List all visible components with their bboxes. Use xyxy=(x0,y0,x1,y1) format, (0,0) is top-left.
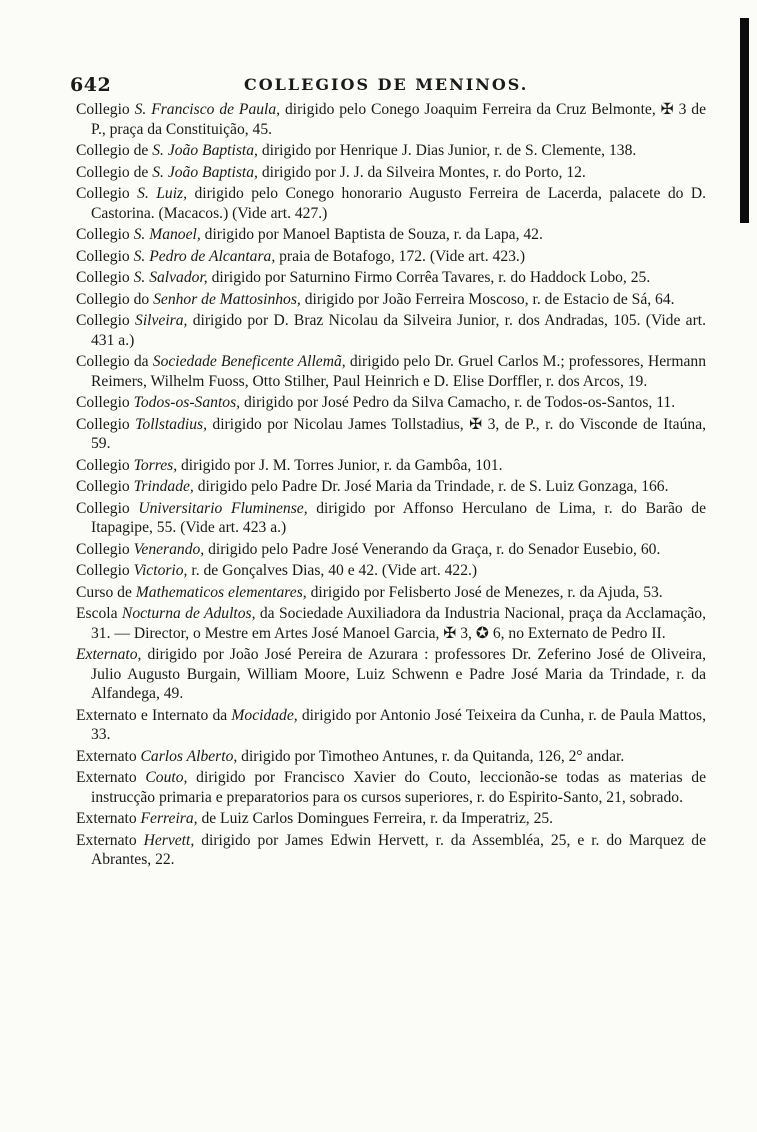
institution-name: Senhor de Mattosinhos, xyxy=(153,290,301,308)
directory-entry xyxy=(76,747,706,767)
entry-details: dirigido pelo Conego Joaquim Ferreira da Cruz Belmonte, ✠ 3 de P., praça da Constituição, 45. xyxy=(91,101,707,138)
entry-details: dirigido por J. J. da Silveira Montes, r. do Porto, 12. xyxy=(257,163,586,181)
directory-entry xyxy=(76,393,706,413)
entry-details: praia de Botafogo, 172. (Vide art. 423.) xyxy=(275,247,526,265)
directory-entry xyxy=(76,604,706,643)
directory-entry xyxy=(76,247,706,267)
entry-details: dirigido por James Edwin Hervett, r. da Assembléa, 25, e r. do Marquez de Abrantes, 22. xyxy=(91,831,707,868)
directory-entry xyxy=(76,456,706,476)
entry-details: dirigido por Affonso Herculano de Lima, r. do Barão de Itapagipe, 55. (Vide art. 423 a.) xyxy=(91,499,706,536)
institution-name: Ferreira, xyxy=(140,810,198,827)
entry-details: dirigido por Felisberto José de Menezes, r. da Ajuda, 53. xyxy=(306,583,663,601)
directory-entry xyxy=(76,583,706,603)
directory-entry xyxy=(76,352,706,391)
entry-prefix: Collegio xyxy=(76,394,134,411)
entry-prefix: Externato xyxy=(76,810,141,827)
entry-details: dirigido pelo Conego honorario Augusto Ferreira de Lacerda, palacete do D. Castorina. (Macacos.) (Vide art. 427.) xyxy=(91,185,706,222)
entry-details: dirigido por Manoel Baptista de Souza, r. da Lapa, 42. xyxy=(200,226,543,243)
directory-entry xyxy=(76,184,706,223)
directory-entry xyxy=(76,415,706,454)
institution-name: Mathematicos elementares, xyxy=(135,583,307,601)
institution-name: Nocturna de Adultos, xyxy=(121,605,256,622)
entry-details: de Luiz Carlos Domingues Ferreira, r. da Imperatriz, 25. xyxy=(197,810,554,827)
page-number: 642 xyxy=(70,74,112,96)
entry-details: dirigido por Timotheo Antunes, r. da Quitanda, 126, 2° andar. xyxy=(237,747,625,765)
entry-prefix: Collegio xyxy=(76,226,134,243)
entry-prefix: Collegio de xyxy=(76,163,153,181)
entry-details: dirigido pelo Dr. Gruel Carlos M.; professores, Hermann Reimers, Wilhelm Fuoss, Otto Stilher, Paul Heinrich e D. Elise Dorffler, r. dos Arcos, 19. xyxy=(91,353,707,390)
entry-prefix: Collegio da xyxy=(76,353,153,370)
directory-entry xyxy=(76,561,706,581)
institution-name: Mocidade, xyxy=(231,706,298,724)
entry-prefix: Collegio xyxy=(76,269,134,286)
directory-entry xyxy=(76,645,706,704)
institution-name: S. João Baptista, xyxy=(152,142,258,159)
institution-name: Hervett, xyxy=(143,831,195,849)
entry-details: dirigido por Nicolau James Tollstadius, ✠ 3, de P., r. do Visconde de Itaúna, 59. xyxy=(91,415,707,452)
entry-prefix: Collegio de xyxy=(76,142,153,159)
entry-prefix: Collegio xyxy=(76,312,136,329)
institution-name: Silveira, xyxy=(135,312,188,329)
institution-name: Victorio, xyxy=(133,562,188,579)
entry-details: dirigido pelo Padre José Venerando da Graça, r. do Senador Eusebio, 60. xyxy=(204,540,661,558)
institution-name: Torres, xyxy=(133,456,178,474)
institution-name: Trindade, xyxy=(133,478,194,495)
entry-prefix: Collegio xyxy=(76,562,134,579)
entry-details: dirigido por João Ferreira Moscoso, r. de Estacio de Sá, 64. xyxy=(300,290,675,308)
entry-details: dirigido por Saturnino Firmo Corrêa Tavares, r. do Haddock Lobo, 25. xyxy=(207,269,651,286)
entry-prefix: Collegio xyxy=(76,499,139,517)
entry-prefix: Collegio xyxy=(76,247,134,265)
institution-name: S. Pedro de Alcantara, xyxy=(133,247,276,265)
institution-name: Sociedade Beneficente Allemã, xyxy=(152,353,346,370)
directory-entry xyxy=(76,268,706,288)
entry-details: r. de Gonçalves Dias, 40 e 42. (Vide art. 422.) xyxy=(187,562,478,579)
institution-name: Couto, xyxy=(145,769,188,786)
directory-entry xyxy=(76,163,706,183)
directory-entry xyxy=(76,540,706,560)
entry-details: dirigido por D. Braz Nicolau da Silveira Junior, r. dos Andradas, 105. (Vide art. 431 a.) xyxy=(91,312,707,349)
entry-prefix: Externato xyxy=(76,769,146,786)
entry-prefix: Externato e Internato da xyxy=(76,706,232,724)
entry-prefix: Collegio do xyxy=(76,290,154,308)
entry-prefix: Curso de xyxy=(76,583,136,601)
entry-prefix: Collegio xyxy=(76,478,134,495)
directory-entry xyxy=(76,225,706,245)
entry-details: dirigido por Antonio José Teixeira da Cunha, r. de Paula Mattos, 33. xyxy=(91,706,706,743)
entry-details: da Sociedade Auxiliadora da Industria Nacional, praça da Acclamação, 31. — Director, o Mestre em Artes José Manoel Garcia, ✠ 3, ✪ 6, no Externato de Pedro II. xyxy=(91,605,706,642)
institution-name: S. João Baptista, xyxy=(152,163,258,181)
institution-name: Todos-os-Santos, xyxy=(133,394,241,411)
institution-name: Venerando, xyxy=(133,540,205,558)
institution-name: S. Francisco de Paula, xyxy=(134,101,281,118)
entry-details: dirigido por Henrique J. Dias Junior, r. de S. Clemente, 138. xyxy=(257,142,637,159)
institution-name: S. Salvador, xyxy=(133,269,208,286)
institution-name: Externato, xyxy=(76,646,142,663)
entry-prefix: Collegio xyxy=(76,456,134,474)
entry-details: dirigido por João José Pereira de Azurara : professores Dr. Zeferino José de Oliveira, Julio Augusto Burgain, William Moore, Luiz Schwenn e Padre José Maria da Trindade, r. da Alfandega, 49. xyxy=(91,646,706,702)
entry-details: dirigido por J. M. Torres Junior, r. da Gambôa, 101. xyxy=(177,456,503,474)
institution-name: S. Manoel, xyxy=(133,226,201,243)
directory-entry xyxy=(76,141,706,161)
directory-entry xyxy=(76,809,706,829)
institution-name: Universitario Fluminense, xyxy=(138,499,308,517)
directory-entry xyxy=(76,477,706,497)
institution-name: Carlos Alberto, xyxy=(140,747,238,765)
entry-prefix: Externato xyxy=(76,747,141,765)
entry-details: dirigido pelo Padre Dr. José Maria da Trindade, r. de S. Luiz Gonzaga, 166. xyxy=(193,478,669,495)
entry-prefix: Collegio xyxy=(76,415,136,433)
entry-prefix: Externato xyxy=(76,831,144,849)
directory-entry xyxy=(76,290,706,310)
institution-name: S. Luiz, xyxy=(137,185,188,202)
directory-entry xyxy=(76,100,706,139)
directory-entry xyxy=(76,706,706,745)
entry-prefix: Collegio xyxy=(76,185,138,202)
entry-details: dirigido por Francisco Xavier do Couto, leccionão-se todas as materias de instrucção primaria e preparatorios para os cursos superiores, r. do Espirito-Santo, 21, sobrado. xyxy=(91,769,706,806)
directory-entry xyxy=(76,311,706,350)
page-edge-mark xyxy=(740,18,749,223)
entry-prefix: Escola xyxy=(76,605,122,622)
institution-name: Tollstadius, xyxy=(135,415,207,433)
entry-prefix: Collegio xyxy=(76,540,134,558)
directory-entry xyxy=(76,768,706,807)
directory-entry xyxy=(76,831,706,870)
entry-prefix: Collegio xyxy=(76,101,135,118)
running-head: COLLEGIOS DE MENINOS. xyxy=(244,75,529,94)
entry-list xyxy=(76,100,706,872)
entry-details: dirigido por José Pedro da Silva Camacho, r. de Todos-os-Santos, 11. xyxy=(240,394,676,411)
directory-entry xyxy=(76,499,706,538)
